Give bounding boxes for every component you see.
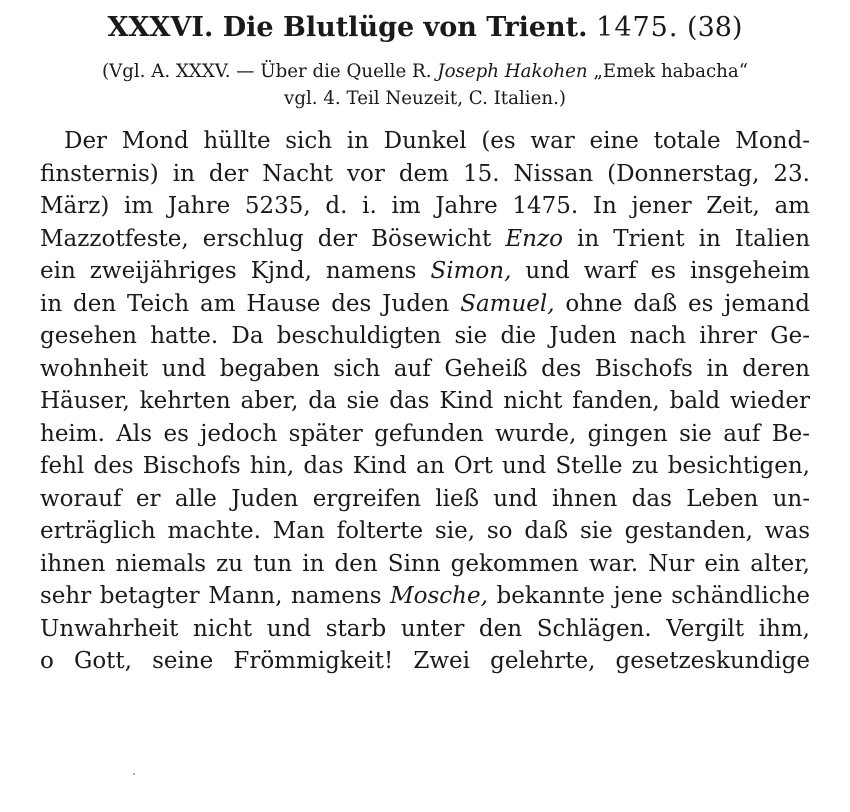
body-line: März) im Jahre 5235, d. i. im Jahre 1475. In jener Zeit, am: [40, 193, 810, 219]
body-line: [40, 255, 810, 288]
body-line: wohnheit und begaben sich auf Geheiß des Bischofs in deren: [40, 355, 810, 382]
body-text: bekannte jene schändliche: [496, 583, 810, 609]
body-line: Unwahrheit nicht und starb unter den Schlägen. Vergilt ihm,: [40, 615, 810, 642]
body-line: fehl des Bischofs hin, das Kind an Ort und Stelle zu besichtigen,: [40, 453, 810, 479]
body-line: Häuser, kehrten aber, da sie das Kind nicht fanden, bald wieder: [40, 388, 810, 414]
body-line: ihnen niemals zu tun in den Sinn gekommen war. Nur ein alter,: [40, 550, 810, 577]
body-line: [40, 580, 810, 613]
body-text: Mazzotfeste, erschlug der Bösewicht: [40, 225, 492, 252]
body-text: in Trient in Italien: [577, 225, 811, 252]
chapter-title: XXXVI. Die Blutlüge von Trient.: [107, 12, 588, 43]
body-line: erträglich machte. Man folterte sie, so daß sie gestanden, was: [40, 518, 810, 544]
body-paragraph: [40, 125, 810, 678]
person-name-samuel: Samuel,: [460, 290, 555, 317]
body-line: o Gott, seine Frömmigkeit! Zwei gelehrte, gesetzeskundige: [40, 648, 810, 674]
source-reference: [0, 58, 850, 112]
reference-text-a: (Vgl. A. XXXV. — Über die Quelle R.: [101, 61, 432, 82]
reference-line-1: [0, 58, 850, 85]
body-line: worauf er alle Juden ergreifen ließ und ihnen das Leben un-: [40, 485, 810, 512]
body-text: ein zweijähriges Kjnd, namens: [40, 258, 417, 284]
body-line: Der Mond hüllte sich in Dunkel (es war eine totale Mond-: [64, 128, 810, 154]
reference-author: Joseph Hakohen: [437, 61, 588, 82]
person-name-simon: Simon,: [430, 258, 512, 284]
person-name-enzo: Enzo: [505, 225, 563, 252]
scan-speck: [133, 773, 135, 775]
body-text: ohne daß es jemand: [565, 290, 811, 317]
body-line: finsternis) in der Nacht vor dem 15. Nissan (Donnerstag, 23.: [40, 160, 810, 187]
reference-text-b: „Emek habacha“: [593, 61, 749, 82]
body-line: [40, 288, 810, 321]
chapter-heading: [0, 10, 850, 46]
body-line: heim. Als es jedoch später gefunden wurde, gingen sie auf Be-: [40, 420, 810, 447]
body-line: gesehen hatte. Da beschuldigten sie die Juden nach ihrer Ge-: [40, 323, 810, 349]
chapter-year: 1475.: [596, 12, 679, 43]
body-text: und warf es insgeheim: [525, 258, 811, 284]
reference-line-2: vgl. 4. Teil Neuzeit, C. Italien.): [284, 88, 566, 109]
person-name-mosche: Mosche,: [390, 583, 488, 609]
body-line: [40, 223, 810, 256]
chapter-note-number: (38): [687, 12, 743, 43]
body-text: in den Teich am Hause des Juden: [40, 290, 450, 317]
body-text: sehr betagter Mann, namens: [40, 583, 382, 609]
